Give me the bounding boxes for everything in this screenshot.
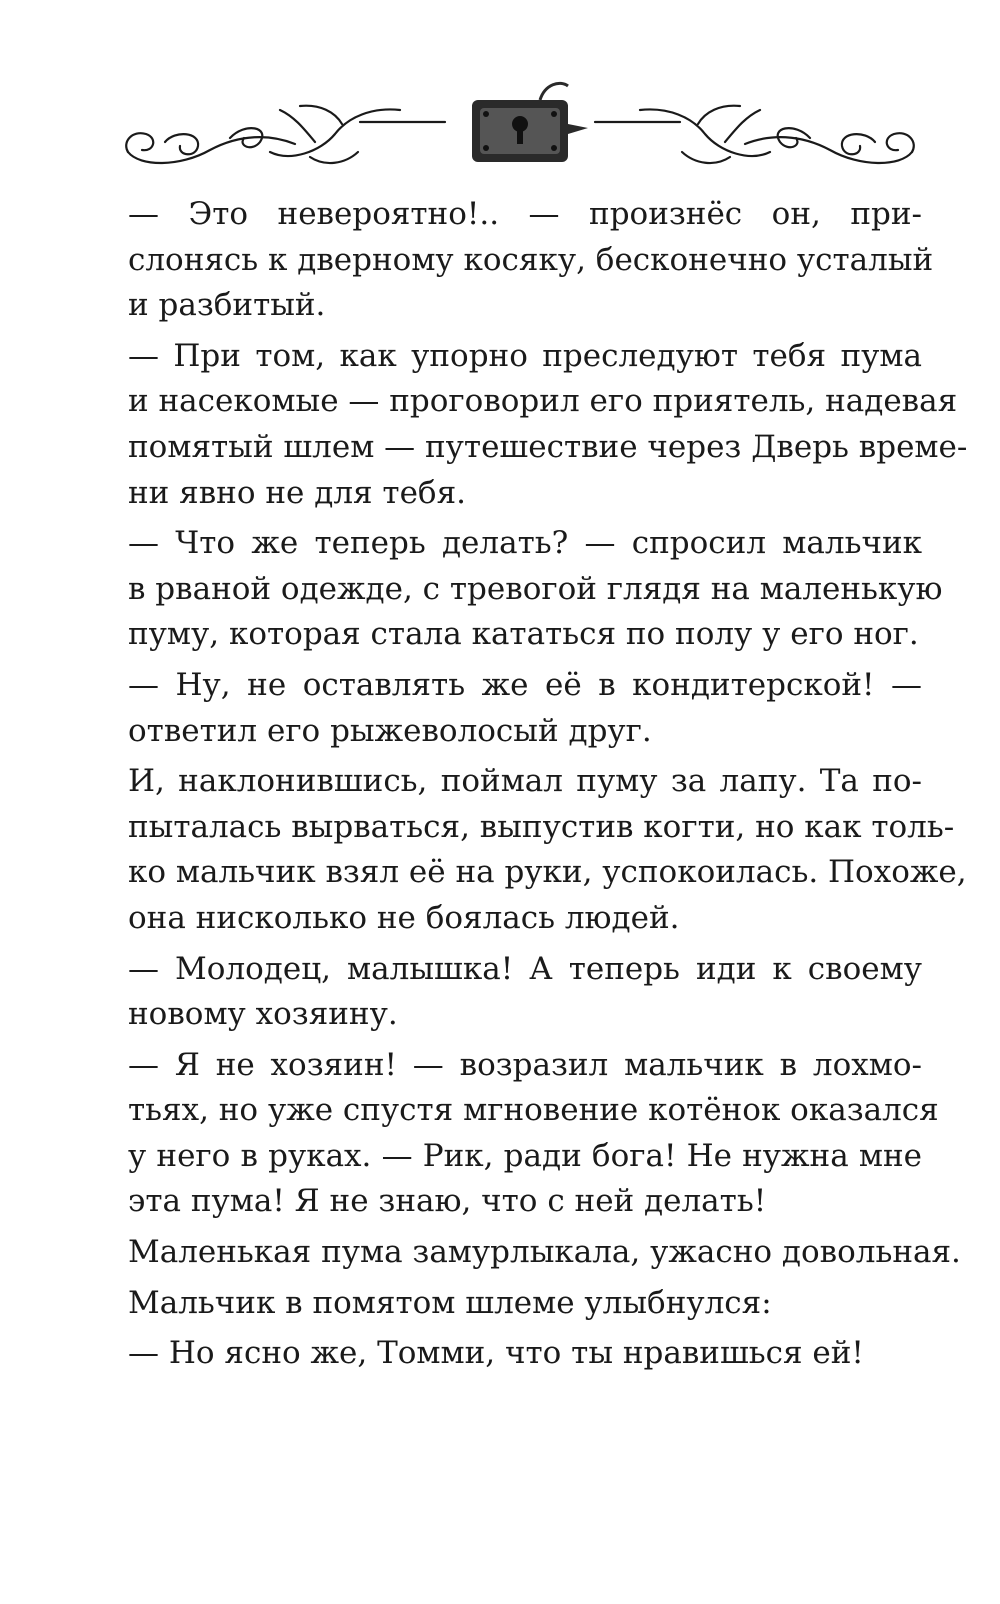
text-line: в рваной одежде, с тревогой глядя на маленькую	[128, 570, 943, 607]
text-line: она нисколько не боялась людей.	[128, 899, 680, 936]
scroll-flourish-icon	[120, 72, 920, 182]
chapter-text	[128, 192, 968, 1377]
text-line: у него в руках. — Рик, ради бога! Не нужна мне	[128, 1137, 922, 1174]
text-line: — Что же теперь делать? — спросил мальчик	[128, 525, 922, 562]
text-line: ни явно не для тебя.	[128, 474, 466, 511]
text-line: — Но ясно же, Томми, что ты нравишься ей!	[128, 1335, 864, 1372]
text-line: тьях, но уже спустя мгновение котёнок оказался	[128, 1092, 939, 1129]
text-line: ответил его рыжеволосый друг.	[128, 712, 652, 749]
text-line: слонясь к дверному косяку, бесконечно усталый	[128, 241, 934, 278]
text-line: пуму, которая стала кататься по полу у его ног.	[128, 616, 919, 653]
text-line: — Я не хозяин! — возразил мальчик в лохмо-	[128, 1046, 922, 1083]
text-line: — Молодец, малышка! А теперь иди к своему	[128, 950, 922, 987]
text-line: — Это невероятно!.. — произнёс он, при-	[128, 196, 922, 232]
text-line: ко мальчик взял её на руки, успокоилась. Похоже,	[128, 854, 967, 891]
text-line: — При том, как упорно преследуют тебя пума	[128, 337, 922, 374]
text-line: помятый шлем — путешествие через Дверь време-	[128, 428, 968, 465]
door-lock-icon	[472, 83, 588, 162]
text-line: И, наклонившись, поймал пуму за лапу. Та по-	[128, 763, 922, 800]
text-line: Мальчик в помятом шлеме улыбнулся:	[128, 1284, 772, 1321]
text-line: — Ну, не оставлять же её в кондитерской! —	[128, 666, 922, 703]
text-line: эта пума! Я не знаю, что с ней делать!	[128, 1183, 767, 1220]
text-line: новому хозяину.	[128, 996, 398, 1033]
text-line: и насекомые — проговорил его приятель, надевая	[128, 383, 958, 420]
text-line: и разбитый.	[128, 287, 326, 324]
text-line: пыталась вырваться, выпустив когти, но как толь-	[128, 808, 955, 845]
text-line: Маленькая пума замурлыкала, ужасно довольная.	[128, 1234, 961, 1271]
